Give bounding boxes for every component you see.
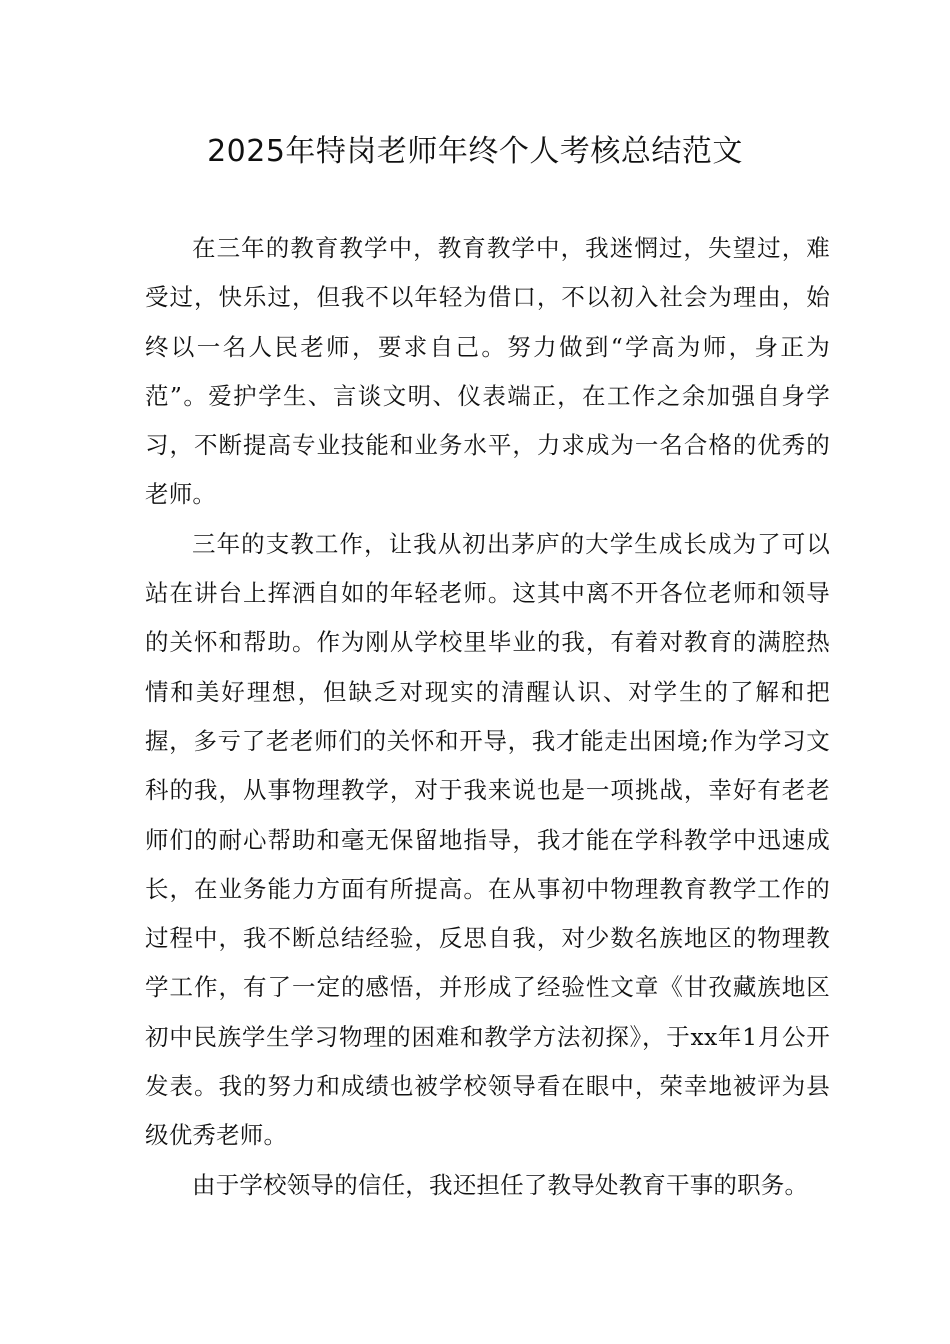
paragraph-2: 三年的支教工作，让我从初出茅庐的大学生成长成为了可以站在讲台上挥洒自如的年轻老师。这其中离不开各位老师和领导的关怀和帮助。作为刚从学校里毕业的我，有着对教育的满腔热情和美好理想，但缺乏对现实的清醒认识、对学生的了解和把握，多亏了老老师们的关怀和开导，我才能走出困境;作为学习文科的我，从事物理教学，对于我来说也是一项挑战，幸好有老老师们的耐心帮助和毫无保留地指导，我才能在学科教学中迅速成长，在业务能力方面有所提高。在从事初中物理教育教学工作的过程中，我不断总结经验，反思自我，对少数名族地区的物理教学工作，有了一定的感悟，并形成了经验性文章《甘孜藏族地区初中民族学生学习物理的困难和教学方法初探》，于xx年1月公开发表。我的努力和成绩也被学校领导看在眼中，荣幸地被评为县级优秀老师。 bbox=[145, 529, 830, 1150]
paragraph-1: 在三年的教育教学中，教育教学中，我迷惘过，失望过，难受过，快乐过，但我不以年轻为借口，不以初入社会为理由，始终以一名人民老师，要求自己。努力做到“学高为师，身正为范”。爱护学生、言谈文明、仪表端正，在工作之余加强自身学习，不断提高专业技能和业务水平，力求成为一名合格的优秀的老师。 bbox=[145, 234, 830, 509]
paragraph-3: 由于学校领导的信任，我还担任了教导处教育干事的职务。 bbox=[192, 1170, 809, 1199]
document-title: 2025年特岗老师年终个人考核总结范文 bbox=[207, 134, 743, 169]
document-body bbox=[145, 224, 830, 1210]
